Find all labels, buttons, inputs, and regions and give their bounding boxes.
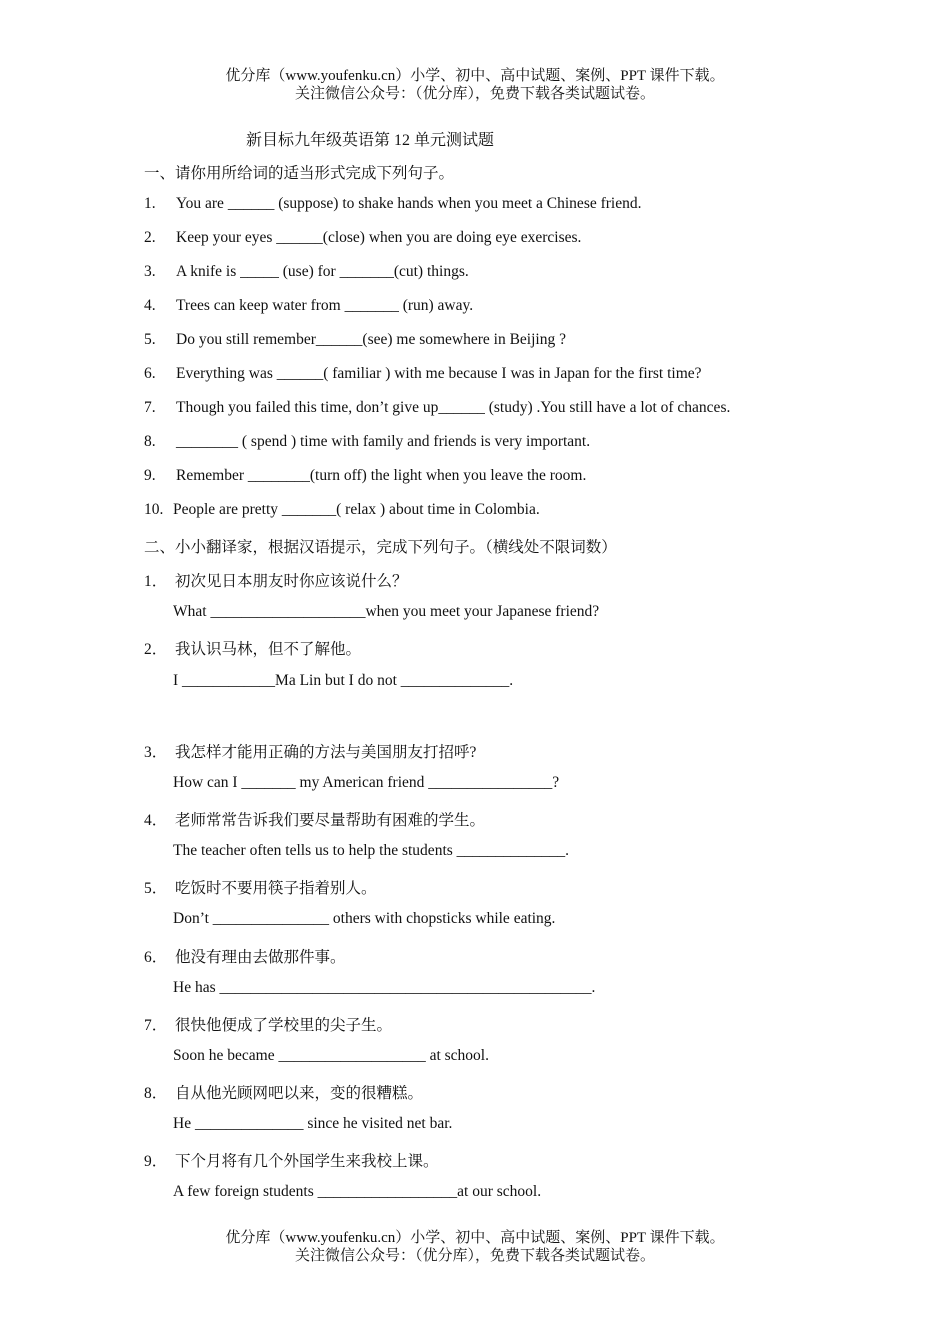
s2-item-3-number: 3． (144, 744, 168, 761)
section-1-heading: 一、请你用所给词的适当形式完成下列句子。 (144, 165, 455, 182)
s1-item-6-number: 6. (144, 365, 156, 382)
header-line-2: 关注微信公众号：（优分库），免费下载各类试题试卷。 (294, 86, 655, 102)
s2-item-8-english: He ______________ since he visited net bar. (173, 1115, 453, 1132)
s2-item-4-chinese: 老师常常告诉我们要尽量帮助有困难的学生。 (175, 812, 486, 829)
s1-item-3-number: 3. (144, 263, 156, 280)
s1-item-10-text: People are pretty _______( relax ) about time in Colombia. (173, 501, 540, 518)
s1-item-9-text: Remember ________(turn off) the light when you leave the room. (176, 467, 587, 484)
s2-item-4-number: 4． (144, 812, 168, 829)
s2-item-8-chinese: 自从他光顾网吧以来，变的很糟糕。 (175, 1085, 424, 1102)
s2-item-1-chinese: 初次见日本朋友时你应该说什么？ (175, 573, 408, 590)
s2-item-5-number: 5． (144, 880, 168, 897)
s2-item-9-number: 9． (144, 1153, 168, 1170)
header-line-1: 优分库（www.youfenku.cn）小学、初中、高中试题、案例、PPT 课件下载。 (225, 68, 725, 84)
s2-item-7-number: 7． (144, 1017, 168, 1034)
s1-item-2-number: 2. (144, 229, 156, 246)
s2-item-3-english: How can I _______ my American friend ________________? (173, 774, 560, 791)
s1-item-1-number: 1. (144, 195, 156, 212)
section-2-heading: 二、小小翻译家，根据汉语提示，完成下列句子。（横线处不限词数） (144, 539, 617, 556)
s2-item-2-english: I ____________Ma Lin but I do not ______________. (173, 672, 514, 689)
s1-item-4-number: 4. (144, 297, 156, 314)
s2-item-2-chinese: 我认识马林，但不了解他。 (175, 641, 362, 658)
s2-item-5-chinese: 吃饭时不要用筷子指着别人。 (175, 880, 377, 897)
footer-line-1: 优分库（www.youfenku.cn）小学、初中、高中试题、案例、PPT 课件下载。 (225, 1230, 725, 1246)
s2-item-5-english: Don’t _______________ others with chopsticks while eating. (173, 910, 556, 927)
s2-item-2-number: 2． (144, 641, 168, 658)
s1-item-7-number: 7. (144, 399, 156, 416)
s1-item-2-text: Keep your eyes ______(close) when you are doing eye exercises. (176, 229, 582, 246)
s1-item-8-text: ________ ( spend ) time with family and friends is very important. (176, 433, 591, 450)
s2-item-9-english: A few foreign students __________________at our school. (173, 1183, 542, 1200)
s1-item-1-text: You are ______ (suppose) to shake hands when you meet a Chinese friend. (176, 195, 642, 212)
s2-item-4-english: The teacher often tells us to help the students ______________. (173, 842, 570, 859)
s2-item-6-number: 6． (144, 949, 168, 966)
s2-item-8-number: 8． (144, 1085, 168, 1102)
footer-line-2: 关注微信公众号：（优分库），免费下载各类试题试卷。 (294, 1248, 655, 1264)
s2-item-1-number: 1． (144, 573, 168, 590)
s2-item-3-chinese: 我怎样才能用正确的方法与美国朋友打招呼? (175, 744, 477, 761)
page-title: 新目标九年级英语第 12 单元测试题 (246, 132, 495, 149)
s1-item-6-text: Everything was ______( familiar ) with me because I was in Japan for the first time? (176, 365, 702, 382)
s1-item-4-text: Trees can keep water from _______ (run) away. (176, 297, 474, 314)
s2-item-9-chinese: 下个月将有几个外国学生来我校上课。 (175, 1153, 439, 1170)
s1-item-3-text: A knife is _____ (use) for _______(cut) things. (176, 263, 469, 280)
s2-item-7-english: Soon he became ___________________ at school. (173, 1047, 489, 1064)
s1-item-7-text: Though you failed this time, don’t give up______ (study) .You still have a lot of chances. (176, 399, 731, 416)
s1-item-8-number: 8. (144, 433, 156, 450)
s1-item-9-number: 9. (144, 467, 156, 484)
s2-item-6-english: He has ________________________________________________. (173, 979, 596, 996)
s1-item-10-number: 10. (144, 501, 164, 518)
s2-item-7-chinese: 很快他便成了学校里的尖子生。 (175, 1017, 393, 1034)
s1-item-5-number: 5. (144, 331, 156, 348)
s1-item-5-text: Do you still remember______(see) me somewhere in Beijing ? (176, 331, 566, 348)
s2-item-1-english: What ____________________when you meet your Japanese friend? (173, 603, 600, 620)
s2-item-6-chinese: 他没有理由去做那件事。 (175, 949, 346, 966)
